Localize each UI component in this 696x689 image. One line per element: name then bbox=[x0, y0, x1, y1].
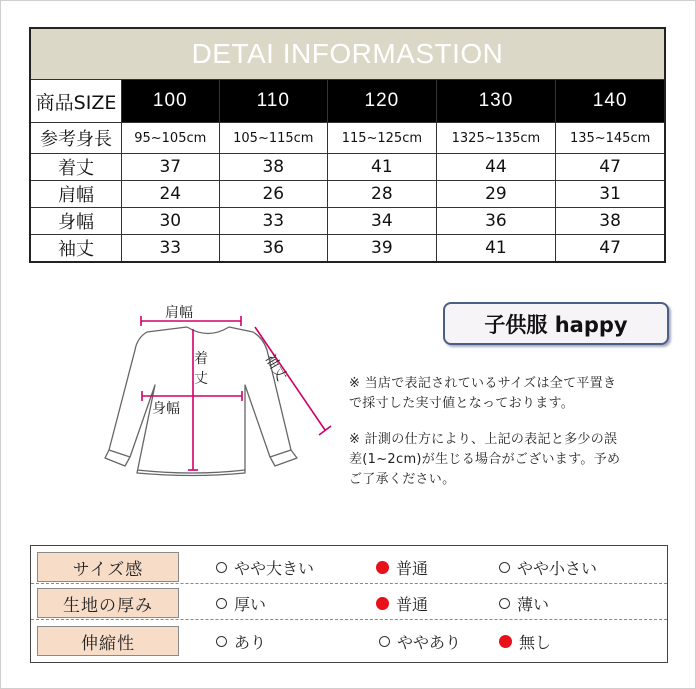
row-label-shoulder: 肩幅 bbox=[30, 181, 122, 208]
note-line: ※ 当店で表記されているサイズは全て平置き bbox=[349, 376, 617, 391]
table-row bbox=[30, 208, 665, 235]
rating-option bbox=[376, 592, 428, 615]
table-row bbox=[30, 123, 665, 154]
brand-badge: 子供服 happy bbox=[443, 302, 669, 345]
row-label-body-width: 身幅 bbox=[30, 208, 122, 235]
rating-option bbox=[216, 592, 266, 615]
table-row bbox=[30, 154, 665, 181]
table-cell: 115~125cm bbox=[328, 123, 437, 154]
table-cell: 28 bbox=[328, 181, 437, 208]
table-row bbox=[30, 181, 665, 208]
table-cell: 47 bbox=[556, 235, 665, 263]
measurement-note bbox=[349, 374, 669, 414]
option-label: やや小さい bbox=[517, 559, 598, 578]
note-line: 差(1~2cm)が生じる場合がございます。予め bbox=[349, 452, 621, 467]
option-label: やや大きい bbox=[234, 559, 315, 578]
row-label-sleeve: 袖丈 bbox=[30, 235, 122, 263]
table-cell: 36 bbox=[436, 208, 556, 235]
divider bbox=[31, 619, 667, 620]
table-cell: 29 bbox=[436, 181, 556, 208]
size-header-110: 110 bbox=[219, 80, 328, 123]
rating-label: サイズ感 bbox=[37, 552, 179, 582]
table-title: DETAI INFORMASTION bbox=[30, 28, 665, 80]
sweater-diagram bbox=[95, 300, 345, 490]
table-cell: 1325~135cm bbox=[436, 123, 556, 154]
radio-circle-icon bbox=[499, 562, 510, 573]
note-line: ご了承ください。 bbox=[349, 472, 456, 487]
table-cell: 24 bbox=[122, 181, 220, 208]
table-cell: 36 bbox=[219, 235, 328, 263]
row-label-reference-height: 参考身長 bbox=[30, 123, 122, 154]
rating-option bbox=[216, 630, 266, 653]
radio-circle-icon bbox=[379, 636, 390, 647]
size-header-120: 120 bbox=[328, 80, 437, 123]
radio-filled-icon bbox=[376, 597, 389, 610]
size-header-140: 140 bbox=[556, 80, 665, 123]
sweater-outline-icon bbox=[95, 300, 345, 490]
radio-circle-icon bbox=[499, 598, 510, 609]
table-cell: 44 bbox=[436, 154, 556, 181]
table-cell: 33 bbox=[219, 208, 328, 235]
size-header-row bbox=[30, 80, 665, 123]
rating-label: 生地の厚み bbox=[37, 588, 179, 618]
option-label: 薄い bbox=[517, 595, 550, 614]
table-cell: 38 bbox=[219, 154, 328, 181]
table-cell: 105~115cm bbox=[219, 123, 328, 154]
rating-panel bbox=[30, 545, 668, 663]
size-header-130: 130 bbox=[436, 80, 556, 123]
rating-option bbox=[379, 630, 461, 653]
table-cell: 41 bbox=[436, 235, 556, 263]
rating-option bbox=[499, 630, 551, 653]
length-label-top: 着 bbox=[194, 351, 208, 367]
measurement-note-error bbox=[349, 430, 669, 490]
row-label-length: 着丈 bbox=[30, 154, 122, 181]
option-label: あり bbox=[234, 633, 267, 652]
radio-filled-icon bbox=[499, 635, 512, 648]
table-cell: 47 bbox=[556, 154, 665, 181]
option-label: 普通 bbox=[396, 559, 429, 578]
rating-option bbox=[499, 556, 597, 579]
note-line: ※ 計測の仕方により、上記の表記と多少の誤 bbox=[349, 432, 618, 447]
radio-circle-icon bbox=[216, 598, 227, 609]
rating-row-stretch bbox=[31, 622, 667, 658]
rating-option bbox=[499, 592, 549, 615]
shoulder-width-label: 肩幅 bbox=[165, 305, 193, 321]
option-label: 普通 bbox=[396, 595, 429, 614]
rating-option bbox=[376, 556, 428, 579]
rating-row-fabric-thickness bbox=[31, 584, 667, 620]
body-width-label: 身幅 bbox=[152, 401, 180, 417]
size-header-100: 100 bbox=[122, 80, 220, 123]
table-cell: 34 bbox=[328, 208, 437, 235]
table-cell: 135~145cm bbox=[556, 123, 665, 154]
option-label: 厚い bbox=[234, 595, 267, 614]
table-cell: 30 bbox=[122, 208, 220, 235]
table-cell: 41 bbox=[328, 154, 437, 181]
table-cell: 39 bbox=[328, 235, 437, 263]
sleeve-length-label: 袖丈 bbox=[261, 351, 290, 384]
note-line: で採寸した実寸値となっております。 bbox=[349, 396, 575, 411]
table-cell: 95~105cm bbox=[122, 123, 220, 154]
size-table bbox=[29, 27, 666, 263]
radio-filled-icon bbox=[376, 561, 389, 574]
table-cell: 31 bbox=[556, 181, 665, 208]
table-cell: 37 bbox=[122, 154, 220, 181]
rating-row-size-feel bbox=[31, 548, 667, 584]
radio-circle-icon bbox=[216, 562, 227, 573]
radio-circle-icon bbox=[216, 636, 227, 647]
table-cell: 33 bbox=[122, 235, 220, 263]
table-row bbox=[30, 235, 665, 263]
length-label-bottom: 丈 bbox=[194, 371, 208, 387]
table-cell: 26 bbox=[219, 181, 328, 208]
table-cell: 38 bbox=[556, 208, 665, 235]
option-label: ややあり bbox=[397, 633, 462, 652]
rating-option bbox=[216, 556, 314, 579]
rating-label: 伸縮性 bbox=[37, 626, 179, 656]
size-header-label: 商品SIZE bbox=[30, 80, 122, 123]
option-label: 無し bbox=[519, 633, 552, 652]
